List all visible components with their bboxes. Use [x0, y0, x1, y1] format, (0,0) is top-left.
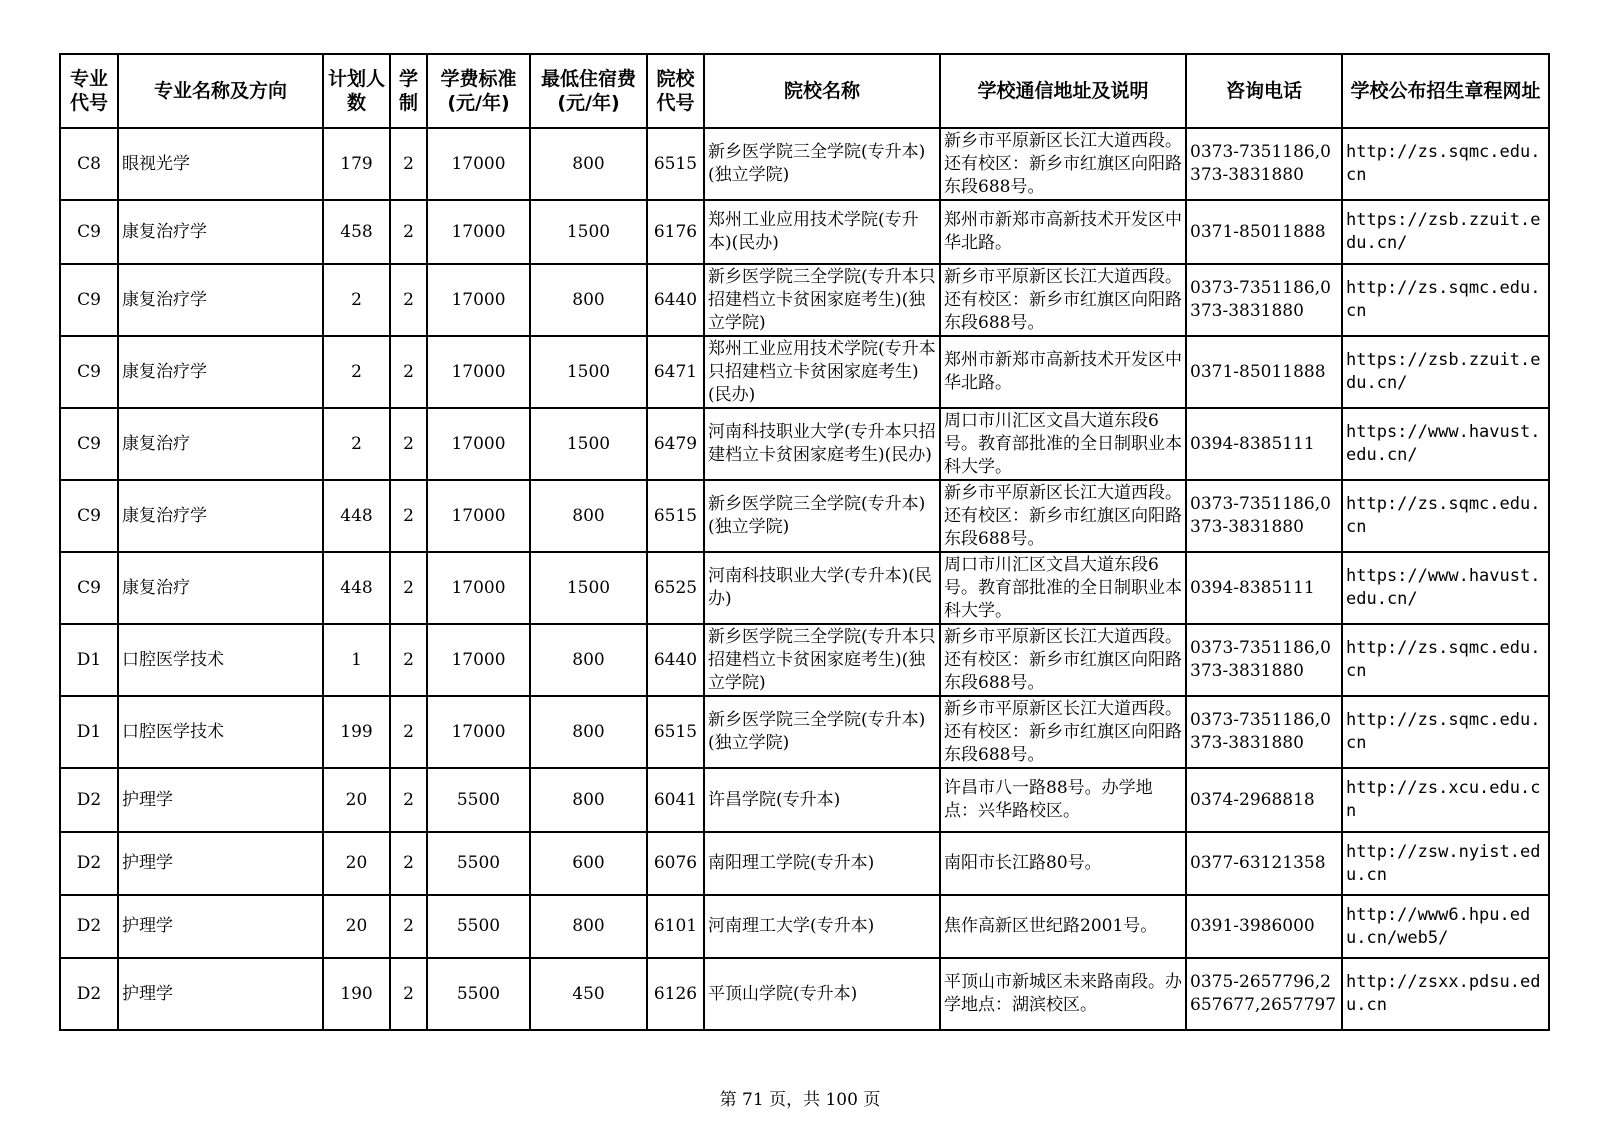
- cell-years: 2: [390, 624, 427, 696]
- cell-tuition: 5500: [427, 832, 530, 895]
- cell-school-code: 6525: [647, 552, 704, 624]
- cell-major: 口腔医学技术: [118, 624, 323, 696]
- cell-url: https://www.havust.edu.cn/: [1342, 552, 1549, 624]
- table-row: [60, 696, 1549, 768]
- cell-tuition: 5500: [427, 958, 530, 1030]
- cell-dorm: 800: [530, 264, 647, 336]
- cell-school-code: 6101: [647, 895, 704, 958]
- cell-phone: 0377-63121358: [1186, 832, 1342, 895]
- cell-major: 护理学: [118, 832, 323, 895]
- header-address: 学校通信地址及说明: [940, 54, 1186, 128]
- cell-years: 2: [390, 264, 427, 336]
- cell-phone: 0371-85011888: [1186, 336, 1342, 408]
- cell-school: 郑州工业应用技术学院(专升本)(民办): [704, 200, 940, 264]
- cell-url: http://zsxx.pdsu.edu.cn: [1342, 958, 1549, 1030]
- cell-years: 2: [390, 552, 427, 624]
- cell-school-code: 6041: [647, 768, 704, 832]
- cell-address: 平顶山市新城区未来路南段。办学地点：湖滨校区。: [940, 958, 1186, 1030]
- cell-dorm: 800: [530, 128, 647, 200]
- header-tuition: 学费标准(元/年): [427, 54, 530, 128]
- cell-school-code: 6471: [647, 336, 704, 408]
- cell-plan: 2: [323, 336, 390, 408]
- cell-school-code: 6515: [647, 696, 704, 768]
- cell-school: 南阳理工学院(专升本): [704, 832, 940, 895]
- cell-dorm: 800: [530, 895, 647, 958]
- cell-address: 许昌市八一路88号。办学地点：兴华路校区。: [940, 768, 1186, 832]
- cell-plan: 1: [323, 624, 390, 696]
- header-dorm: 最低住宿费(元/年): [530, 54, 647, 128]
- cell-plan: 448: [323, 480, 390, 552]
- cell-school: 新乡医学院三全学院(专升本只招建档立卡贫困家庭考生)(独立学院): [704, 624, 940, 696]
- cell-code: C9: [60, 336, 118, 408]
- cell-code: C8: [60, 128, 118, 200]
- header-code: 专业代号: [60, 54, 118, 128]
- cell-phone: 0373-7351186,0373-3831880: [1186, 264, 1342, 336]
- cell-plan: 20: [323, 895, 390, 958]
- cell-code: C9: [60, 200, 118, 264]
- cell-years: 2: [390, 768, 427, 832]
- cell-url: http://zs.sqmc.edu.cn: [1342, 624, 1549, 696]
- cell-address: 郑州市新郑市高新技术开发区中华北路。: [940, 200, 1186, 264]
- cell-school-code: 6515: [647, 480, 704, 552]
- cell-code: C9: [60, 480, 118, 552]
- header-row: [60, 54, 1549, 128]
- cell-tuition: 17000: [427, 624, 530, 696]
- cell-major: 康复治疗: [118, 552, 323, 624]
- cell-address: 新乡市平原新区长江大道西段。还有校区：新乡市红旗区向阳路东段688号。: [940, 624, 1186, 696]
- table-row: [60, 895, 1549, 958]
- cell-major: 护理学: [118, 768, 323, 832]
- cell-major: 护理学: [118, 895, 323, 958]
- cell-school-code: 6479: [647, 408, 704, 480]
- cell-school: 新乡医学院三全学院(专升本)(独立学院): [704, 696, 940, 768]
- cell-address: 南阳市长江路80号。: [940, 832, 1186, 895]
- table-row: [60, 832, 1549, 895]
- cell-years: 2: [390, 832, 427, 895]
- cell-code: D2: [60, 768, 118, 832]
- cell-dorm: 1500: [530, 200, 647, 264]
- cell-phone: 0375-2657796,2657677,2657797: [1186, 958, 1342, 1030]
- header-school: 院校名称: [704, 54, 940, 128]
- cell-years: 2: [390, 696, 427, 768]
- cell-code: D1: [60, 624, 118, 696]
- cell-school-code: 6440: [647, 624, 704, 696]
- cell-major: 护理学: [118, 958, 323, 1030]
- cell-plan: 199: [323, 696, 390, 768]
- cell-major: 康复治疗: [118, 408, 323, 480]
- cell-years: 2: [390, 200, 427, 264]
- cell-years: 2: [390, 895, 427, 958]
- cell-address: 郑州市新郑市高新技术开发区中华北路。: [940, 336, 1186, 408]
- cell-school: 许昌学院(专升本): [704, 768, 940, 832]
- cell-dorm: 1500: [530, 408, 647, 480]
- cell-phone: 0394-8385111: [1186, 408, 1342, 480]
- cell-address: 周口市川汇区文昌大道东段6号。教育部批准的全日制职业本科大学。: [940, 408, 1186, 480]
- cell-major: 康复治疗学: [118, 336, 323, 408]
- cell-plan: 2: [323, 264, 390, 336]
- cell-address: 周口市川汇区文昌大道东段6号。教育部批准的全日制职业本科大学。: [940, 552, 1186, 624]
- header-major: 专业名称及方向: [118, 54, 323, 128]
- header-school-code: 院校代号: [647, 54, 704, 128]
- cell-code: C9: [60, 408, 118, 480]
- cell-dorm: 800: [530, 768, 647, 832]
- table-row: [60, 200, 1549, 264]
- cell-school: 平顶山学院(专升本): [704, 958, 940, 1030]
- cell-url: http://zs.xcu.edu.cn: [1342, 768, 1549, 832]
- cell-url: https://zsb.zzuit.edu.cn/: [1342, 336, 1549, 408]
- cell-plan: 2: [323, 408, 390, 480]
- cell-dorm: 1500: [530, 336, 647, 408]
- cell-plan: 20: [323, 832, 390, 895]
- cell-url: http://zs.sqmc.edu.cn: [1342, 128, 1549, 200]
- cell-plan: 448: [323, 552, 390, 624]
- cell-phone: 0394-8385111: [1186, 552, 1342, 624]
- cell-phone: 0373-7351186,0373-3831880: [1186, 624, 1342, 696]
- table-row: [60, 336, 1549, 408]
- cell-major: 口腔医学技术: [118, 696, 323, 768]
- cell-phone: 0373-7351186,0373-3831880: [1186, 128, 1342, 200]
- cell-tuition: 5500: [427, 768, 530, 832]
- cell-school: 新乡医学院三全学院(专升本)(独立学院): [704, 480, 940, 552]
- cell-phone: 0371-85011888: [1186, 200, 1342, 264]
- admissions-table: [59, 53, 1550, 1031]
- cell-tuition: 17000: [427, 408, 530, 480]
- cell-dorm: 800: [530, 480, 647, 552]
- cell-code: D1: [60, 696, 118, 768]
- header-phone: 咨询电话: [1186, 54, 1342, 128]
- cell-phone: 0373-7351186,0373-3831880: [1186, 696, 1342, 768]
- cell-school: 河南科技职业大学(专升本)(民办): [704, 552, 940, 624]
- table-row: [60, 958, 1549, 1030]
- header-plan: 计划人数: [323, 54, 390, 128]
- cell-school: 河南理工大学(专升本): [704, 895, 940, 958]
- table-row: [60, 128, 1549, 200]
- cell-dorm: 800: [530, 624, 647, 696]
- cell-dorm: 450: [530, 958, 647, 1030]
- cell-dorm: 1500: [530, 552, 647, 624]
- cell-address: 新乡市平原新区长江大道西段。还有校区：新乡市红旗区向阳路东段688号。: [940, 480, 1186, 552]
- cell-plan: 20: [323, 768, 390, 832]
- header-url: 学校公布招生章程网址: [1342, 54, 1549, 128]
- table-row: [60, 264, 1549, 336]
- cell-school: 新乡医学院三全学院(专升本)(独立学院): [704, 128, 940, 200]
- cell-plan: 179: [323, 128, 390, 200]
- cell-url: http://zs.sqmc.edu.cn: [1342, 696, 1549, 768]
- cell-code: D2: [60, 832, 118, 895]
- cell-phone: 0374-2968818: [1186, 768, 1342, 832]
- table-row: [60, 480, 1549, 552]
- cell-tuition: 17000: [427, 200, 530, 264]
- cell-address: 焦作高新区世纪路2001号。: [940, 895, 1186, 958]
- cell-school-code: 6515: [647, 128, 704, 200]
- cell-phone: 0391-3986000: [1186, 895, 1342, 958]
- cell-school: 河南科技职业大学(专升本只招建档立卡贫困家庭考生)(民办): [704, 408, 940, 480]
- cell-url: http://zs.sqmc.edu.cn: [1342, 480, 1549, 552]
- cell-plan: 458: [323, 200, 390, 264]
- cell-school-code: 6126: [647, 958, 704, 1030]
- cell-major: 康复治疗学: [118, 200, 323, 264]
- cell-dorm: 600: [530, 832, 647, 895]
- cell-phone: 0373-7351186,0373-3831880: [1186, 480, 1342, 552]
- table-body: [60, 128, 1549, 1030]
- table-row: [60, 624, 1549, 696]
- cell-code: D2: [60, 895, 118, 958]
- cell-url: http://zsw.nyist.edu.cn: [1342, 832, 1549, 895]
- cell-tuition: 17000: [427, 128, 530, 200]
- cell-address: 新乡市平原新区长江大道西段。还有校区：新乡市红旗区向阳路东段688号。: [940, 128, 1186, 200]
- table-row: [60, 768, 1549, 832]
- cell-tuition: 17000: [427, 264, 530, 336]
- cell-address: 新乡市平原新区长江大道西段。还有校区：新乡市红旗区向阳路东段688号。: [940, 264, 1186, 336]
- table-row: [60, 408, 1549, 480]
- header-years: 学制: [390, 54, 427, 128]
- cell-tuition: 17000: [427, 336, 530, 408]
- cell-code: C9: [60, 264, 118, 336]
- cell-url: https://zsb.zzuit.edu.cn/: [1342, 200, 1549, 264]
- cell-school-code: 6440: [647, 264, 704, 336]
- cell-school-code: 6076: [647, 832, 704, 895]
- cell-tuition: 17000: [427, 696, 530, 768]
- cell-major: 眼视光学: [118, 128, 323, 200]
- page-footer: 第 71 页，共 100 页: [719, 1090, 881, 1110]
- cell-school-code: 6176: [647, 200, 704, 264]
- cell-url: http://www6.hpu.edu.cn/web5/: [1342, 895, 1549, 958]
- cell-plan: 190: [323, 958, 390, 1030]
- cell-years: 2: [390, 408, 427, 480]
- cell-url: http://zs.sqmc.edu.cn: [1342, 264, 1549, 336]
- cell-dorm: 800: [530, 696, 647, 768]
- cell-code: D2: [60, 958, 118, 1030]
- cell-tuition: 17000: [427, 552, 530, 624]
- cell-major: 康复治疗学: [118, 480, 323, 552]
- cell-school: 新乡医学院三全学院(专升本只招建档立卡贫困家庭考生)(独立学院): [704, 264, 940, 336]
- cell-years: 2: [390, 480, 427, 552]
- cell-code: C9: [60, 552, 118, 624]
- cell-years: 2: [390, 336, 427, 408]
- cell-url: https://www.havust.edu.cn/: [1342, 408, 1549, 480]
- cell-tuition: 5500: [427, 895, 530, 958]
- cell-years: 2: [390, 958, 427, 1030]
- table-row: [60, 552, 1549, 624]
- cell-major: 康复治疗学: [118, 264, 323, 336]
- cell-address: 新乡市平原新区长江大道西段。还有校区：新乡市红旗区向阳路东段688号。: [940, 696, 1186, 768]
- cell-tuition: 17000: [427, 480, 530, 552]
- cell-school: 郑州工业应用技术学院(专升本只招建档立卡贫困家庭考生)(民办): [704, 336, 940, 408]
- cell-years: 2: [390, 128, 427, 200]
